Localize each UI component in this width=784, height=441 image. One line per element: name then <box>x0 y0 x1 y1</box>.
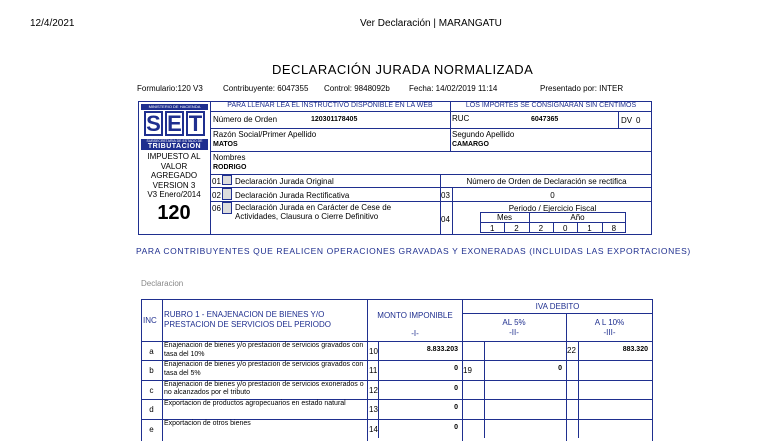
row-description: Enajenacion de bienes y/o prestacion de servicios gravados con tasa del 5% <box>164 361 364 377</box>
print-title: Ver Declaración | MARANGATU <box>360 18 502 29</box>
decl-label-01: Declaración Jurada Original <box>235 177 334 186</box>
al5-sub: -II- <box>509 328 519 337</box>
row-inc: c <box>149 385 154 395</box>
row-description: Exportacion de productos agropecuarios en estado natural <box>164 400 346 408</box>
row-inc: b <box>149 366 154 376</box>
rectifica-value: 0 <box>550 191 555 200</box>
contribuyente-label: Contribuyente: 6047355 <box>223 84 309 93</box>
ruc-value: 6047365 <box>531 116 559 123</box>
row-value-monto: 8.833.203 <box>426 346 458 353</box>
instructivo-text: PARA LLENAR LEA EL INSTRUCTIVO DISPONIBLE EN LA WEB <box>227 102 433 109</box>
logo-letter-e: E <box>165 111 184 136</box>
periodo-digit: 1 <box>587 224 592 233</box>
periodo-code: 04 <box>441 215 450 224</box>
print-date: 12/4/2021 <box>30 18 75 29</box>
rectifica-code: 03 <box>441 191 450 200</box>
segundo-apellido-value: CAMARGO <box>452 141 489 148</box>
row-code-monto: 11 <box>369 366 378 376</box>
al10-header: A L 10% <box>594 318 625 327</box>
row-code-al10: 22 <box>567 346 576 355</box>
contribuyentes-banner: PARA CONTRIBUYENTES QUE REALICEN OPERACIONES GRAVADAS Y EXONERADAS (INCLUIDAS LAS EXPORTACIONES) <box>136 246 691 256</box>
importes-text: LOS IMPORTES SE CONSIGNARAN SIN CENTIMOS <box>465 102 637 109</box>
nombres-value: RODRIGO <box>213 164 247 171</box>
segundo-apellido-label: Segundo Apellido <box>452 130 515 139</box>
presentado-label: Presentado por: INTER <box>540 84 624 93</box>
periodo-digit: 1 <box>489 224 495 233</box>
document-title: DECLARACIÓN JURADA NORMALIZADA <box>272 62 534 77</box>
inc-header: INC <box>143 316 157 325</box>
iva-header: IVA DEBITO <box>535 302 580 311</box>
row-code-monto: 14 <box>369 424 378 434</box>
periodo-digit: 2 <box>514 224 519 233</box>
nombres-label: Nombres <box>213 153 246 162</box>
decl-code-06: 06 <box>212 204 221 213</box>
row-value-al10: 883.320 <box>622 346 648 353</box>
decl-code-01: 01 <box>212 177 221 186</box>
row-description: Exportacion de otros bienes <box>164 419 251 427</box>
row-code-monto: 12 <box>369 385 378 395</box>
monto-header: MONTO IMPONIBLE <box>377 311 453 320</box>
al5-header: AL 5% <box>502 318 526 327</box>
row-value-monto: 0 <box>454 423 458 431</box>
fecha-label: Fecha: 14/02/2019 11:14 <box>409 84 498 93</box>
anio-label: Año <box>570 213 585 222</box>
decl-label-06: Declaración Jurada en Carácter de Cese de Actividades, Clausura o Cierre Definitivo <box>235 203 392 221</box>
al10-sub: -III- <box>603 328 616 337</box>
logo-letter-s: S <box>144 111 163 136</box>
logo-tributacion: TRIBUTACION <box>141 143 208 150</box>
impuesto-line4: VERSION 3 <box>152 180 196 190</box>
decl-checkbox-02[interactable] <box>222 188 232 200</box>
impuesto-number: 120 <box>157 202 191 224</box>
rubro-header: RUBRO 1 - ENAJENACION DE BIENES Y/O PRESTACION DE SERVICIOS DEL PERIODO <box>164 310 331 329</box>
orden-value: 120301178405 <box>311 116 358 123</box>
periodo-label: Periodo / Ejercicio Fiscal <box>508 204 597 213</box>
logo-letters <box>143 111 206 138</box>
dv-value: 0 <box>636 116 641 125</box>
impuesto-line1: IMPUESTO AL <box>147 152 201 161</box>
rectifica-label: Número de Orden de Declaración se rectifica <box>466 177 627 186</box>
logo-subtitle: SUBSECRETARIA DE ESTADO DE <box>141 139 208 143</box>
dv-label: DV <box>621 116 633 125</box>
orden-label: Número de Orden <box>213 115 278 124</box>
impuesto-line3: AGREGADO <box>150 171 198 180</box>
decl-code-02: 02 <box>212 191 221 200</box>
decl-checkbox-06[interactable] <box>222 202 232 214</box>
row-value-monto: 0 <box>454 384 458 392</box>
row-code-monto: 13 <box>369 405 378 415</box>
row-inc: a <box>149 347 154 356</box>
periodo-digit: 2 <box>538 224 544 233</box>
row-value-al5: 0 <box>558 365 562 373</box>
impuesto-line2: VALOR <box>160 161 188 171</box>
row-description: Enajenacion de bienes y/o prestacion de servicios exonerados o no alcanzados por el tributo <box>164 380 364 397</box>
mes-label: Mes <box>496 213 513 222</box>
section-title: Declaracion <box>141 279 184 288</box>
row-description: Enajenacion de bienes y/o prestacion de servicios gravados con tasa del 10% <box>164 342 364 358</box>
razon-value: MATOS <box>213 141 238 148</box>
periodo-digit: 0 <box>562 224 568 233</box>
monto-sub: -I- <box>411 329 419 338</box>
logo-top-band: MINISTERIO DE HACIENDA <box>141 104 208 110</box>
row-inc: e <box>149 424 154 434</box>
row-value-monto: 0 <box>454 404 458 412</box>
row-value-monto: 0 <box>454 365 458 373</box>
row-code-monto: 10 <box>369 347 378 356</box>
control-label: Control: 9848092b <box>324 84 390 93</box>
ruc-label: RUC <box>452 114 470 123</box>
decl-checkbox-01[interactable] <box>222 175 232 185</box>
row-inc: d <box>149 405 154 415</box>
impuesto-block <box>139 152 209 200</box>
razon-label: Razón Social/Primer Apellido <box>213 130 317 139</box>
row-code-al5: 19 <box>463 366 472 376</box>
impuesto-line5: V3 Enero/2014 <box>147 190 201 199</box>
formulario-label: Formulario:120 V3 <box>137 84 203 93</box>
decl-label-02: Declaración Jurada Rectificativa <box>235 191 350 200</box>
logo-letter-t: T <box>186 111 205 136</box>
set-logo <box>141 104 208 150</box>
periodo-digit: 8 <box>611 224 617 233</box>
